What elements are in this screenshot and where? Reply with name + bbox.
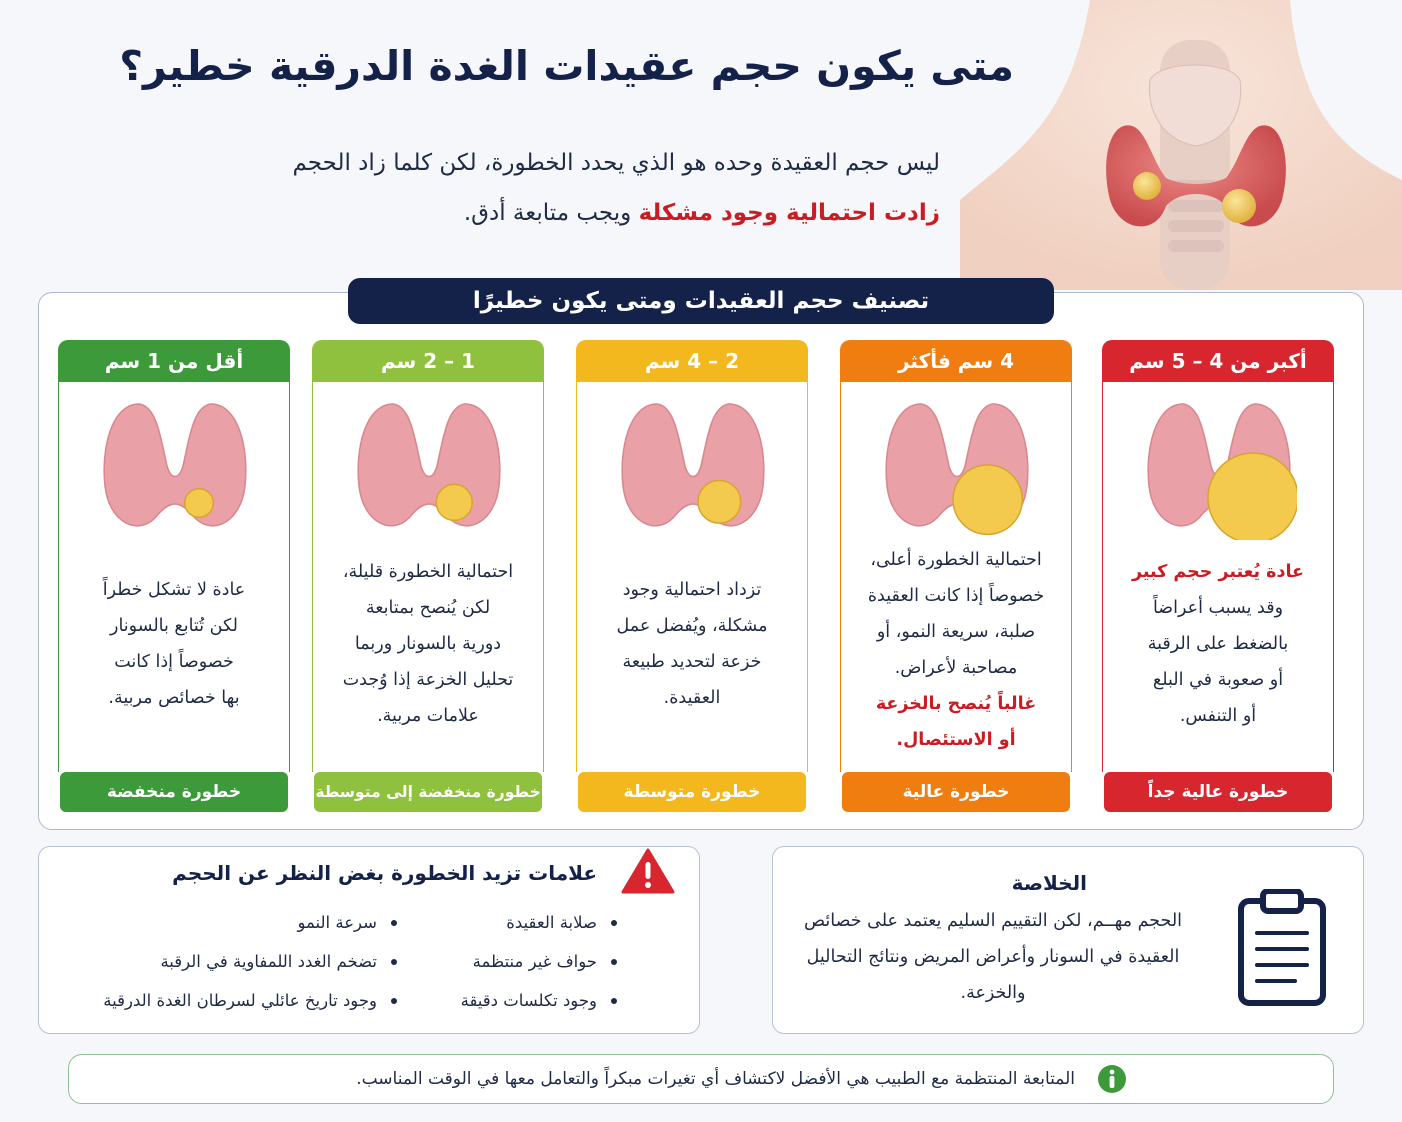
summary-box — [772, 846, 1364, 1034]
card-description-line: عادة يُعتبر حجم كبير — [1131, 562, 1305, 582]
card-description-line: علامات مربية. — [377, 706, 479, 726]
thyroid-gland-shape — [622, 404, 764, 526]
nodule-circle — [953, 465, 1022, 534]
warning-list-left — [103, 903, 397, 1020]
card-body — [58, 382, 290, 772]
thyroid-gland-shape — [104, 404, 246, 526]
card-description-line: وقد يسبب أعراضاً — [1152, 598, 1284, 618]
thyroid-gland-shape — [358, 404, 500, 526]
thyroid-nodule-icon — [97, 400, 253, 540]
card-description-line: دورية بالسونار وربما — [354, 634, 502, 654]
card-body — [1102, 382, 1334, 772]
intro-line-2 — [180, 188, 940, 238]
size-card — [840, 340, 1072, 814]
card-description — [323, 554, 533, 734]
card-description-line: خزعة لتحديد طبيعة — [622, 652, 762, 672]
summary-title: الخلاصة — [1011, 871, 1087, 895]
page-title: متى يكون حجم عقيدات الغدة الدرقية خطير؟ — [119, 42, 1014, 90]
followup-note — [68, 1054, 1334, 1104]
card-risk-badge: خطورة منخفضة إلى متوسطة — [314, 772, 542, 812]
card-size-label: 2 – 4 سم — [576, 340, 808, 382]
warning-list-right — [461, 903, 617, 1020]
intro-highlight: زادت احتمالية وجود مشكلة — [638, 200, 940, 226]
card-description-line: مصاحبة لأعراض. — [894, 658, 1018, 678]
summary-text: الحجم مهــم، لكن التقييم السليم يعتمد على خصائص العقيدة في السونار وأعراض المريض ونتائج التحاليل والخزعة. — [803, 911, 1183, 1003]
size-card — [312, 340, 544, 814]
classification-title: تصنيف حجم العقيدات ومتى يكون خطيرًا — [348, 278, 1054, 324]
size-card — [576, 340, 808, 814]
card-risk-badge: خطورة متوسطة — [578, 772, 806, 812]
clipboard-icon — [1237, 889, 1327, 1007]
warning-item: صلابة العقيدة — [461, 903, 617, 942]
warning-title: علامات تزيد الخطورة بغض النظر عن الحجم — [172, 861, 597, 885]
card-description-line: بها خصائص مربية. — [108, 688, 240, 708]
info-icon — [1097, 1064, 1127, 1094]
card-description-line: أو صعوبة في البلع — [1152, 670, 1284, 690]
card-description-line: العقيدة. — [663, 688, 721, 708]
card-size-label: أكبر من 4 – 5 سم — [1102, 340, 1334, 382]
card-size-label: 4 سم فأكثر — [840, 340, 1072, 382]
card-description-line: صلبة، سريعة النمو، أو — [876, 622, 1036, 642]
note-text: المتابعة المنتظمة مع الطبيب هي الأفضل لاكتشاف أي تغيرات مبكراً والتعامل معها في الوقت المناسب. — [356, 1069, 1075, 1089]
card-body — [312, 382, 544, 772]
warning-item: حواف غير منتظمة — [461, 942, 617, 981]
card-body — [840, 382, 1072, 772]
card-description-line: لكن يُنصح بمتابعة — [365, 598, 491, 618]
card-size-label: أقل من 1 سم — [58, 340, 290, 382]
intro-rest: ويجب متابعة أدق. — [463, 200, 639, 226]
card-description-line: أو الاستئصال. — [896, 730, 1016, 750]
thyroid-nodule-icon — [615, 400, 771, 540]
thyroid-nodule-icon — [351, 400, 507, 540]
card-description-line: احتمالية الخطورة قليلة، — [342, 562, 514, 582]
nodule-circle — [1208, 453, 1297, 540]
card-description-line: غالباً يُنصح بالخزعة — [875, 694, 1037, 714]
intro-line-1: ليس حجم العقيدة وحده هو الذي يحدد الخطورة، لكن كلما زاد الحجم — [292, 150, 940, 176]
nodule-circle — [698, 481, 741, 524]
size-card — [58, 340, 290, 814]
card-description — [1113, 554, 1323, 734]
card-risk-badge: خطورة عالية جداً — [1104, 772, 1332, 812]
card-description-line: مشكلة، ويُفضل عمل — [616, 616, 768, 636]
warning-item: وجود تاريخ عائلي لسرطان الغدة الدرقية — [103, 981, 397, 1020]
card-body — [576, 382, 808, 772]
card-description-line: خصوصاً إذا كانت العقيدة — [867, 586, 1045, 606]
thyroid-nodule-icon — [1141, 400, 1297, 540]
card-description-line: لكن تُتابع بالسونار — [110, 616, 238, 636]
card-description-line: أو التنفس. — [1179, 706, 1257, 726]
nodule-circle — [185, 489, 214, 518]
card-description-line: عادة لا تشكل خطراً — [102, 580, 246, 600]
card-risk-badge: خطورة منخفضة — [60, 772, 288, 812]
warning-triangle-icon — [621, 847, 675, 895]
thyroid-nodule-icon — [879, 400, 1035, 540]
card-description-line: خصوصاً إذا كانت — [114, 652, 234, 672]
card-description — [69, 572, 279, 716]
card-description — [851, 542, 1061, 758]
card-description — [587, 572, 797, 716]
warning-item: سرعة النمو — [103, 903, 397, 942]
card-description-line: تحليل الخزعة إذا وُجدت — [342, 670, 514, 690]
nodule-circle — [436, 484, 472, 520]
card-description-line: تزداد احتمالية وجود — [622, 580, 762, 600]
card-risk-badge: خطورة عالية — [842, 772, 1070, 812]
size-card — [1102, 340, 1334, 814]
card-description-line: بالضغط على الرقبة — [1147, 634, 1289, 654]
intro-text — [180, 138, 940, 238]
warning-item: وجود تكلسات دقيقة — [461, 981, 617, 1020]
warning-item: تضخم الغدد اللمفاوية في الرقبة — [103, 942, 397, 981]
warning-signs-box — [38, 846, 700, 1034]
neck-thyroid-illustration — [960, 0, 1402, 290]
card-description-line: احتمالية الخطورة أعلى، — [870, 550, 1042, 570]
card-size-label: 1 – 2 سم — [312, 340, 544, 382]
